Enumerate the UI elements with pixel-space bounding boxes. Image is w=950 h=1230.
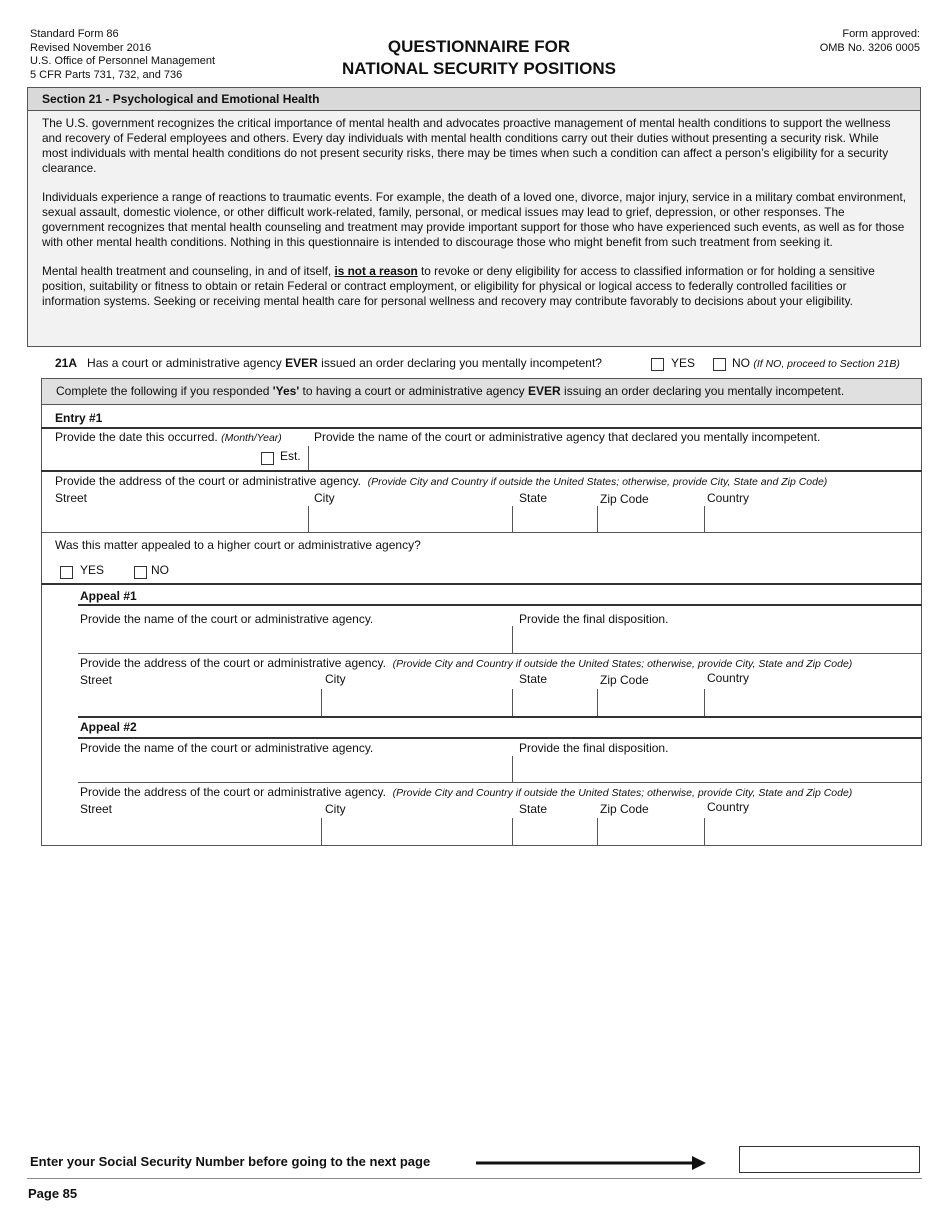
ssn-label: Enter your Social Security Number before going to the next page — [30, 1154, 431, 1169]
form-approval: Form approved: OMB No. 3206 0005 — [819, 28, 920, 54]
entry-title: Entry #1 — [55, 411, 103, 425]
instruction-band: Complete the following if you responded 'Yes' to having a court or administrative agency EVER issuing an order declaring you mentally incompetent. — [41, 378, 922, 405]
court-name-input[interactable] — [310, 446, 920, 469]
appeal-2-country-label: Country — [707, 800, 750, 814]
form-title: QUESTIONNAIRE FOR NATIONAL SECURITY POSITIONS — [342, 37, 616, 78]
appeal-question: Was this matter appealed to a higher court or administrative agency? — [55, 538, 421, 552]
question-21a: 21A Has a court or administrative agency EVER issued an order declaring you mentally incompetent? — [55, 356, 602, 370]
q21a-yes-label: YES — [671, 356, 696, 370]
appeal-1-title: Appeal #1 — [80, 589, 137, 603]
ssn-input[interactable] — [739, 1146, 920, 1173]
appeal-2-city-label: City — [325, 802, 346, 816]
appeal-2-city-input[interactable] — [323, 819, 510, 844]
appeal-2-name-label: Provide the name of the court or administrative agency. — [80, 741, 374, 755]
appeal-1-zip-input[interactable] — [599, 690, 702, 715]
section-title: Section 21 - Psychological and Emotional Health — [28, 88, 920, 111]
appeal-1-name-input[interactable] — [80, 628, 510, 652]
appeal-1-country-label: Country — [707, 671, 750, 685]
street-input[interactable] — [55, 507, 305, 531]
arrow-right-icon — [476, 1155, 708, 1178]
intro-paragraph-1: The U.S. government recognizes the critical importance of mental health and advocates proactive management of mental health conditions to support the wellness and recovery of Federal employees and others. Every day individuals with mental health conditions carry out their duties without presenting a security risk. While most individuals with mental health conditions do not present security risks, there may be times when such a condition can affect a person’s eligibility for a security clearance. — [42, 116, 891, 175]
form-cfr: 5 CFR Parts 731, 732, and 736 — [30, 68, 183, 81]
zip-input[interactable] — [599, 507, 702, 531]
appeal-no-label: NO — [151, 563, 169, 577]
appeal-1-city-label: City — [325, 672, 346, 686]
form-agency: U.S. Office of Personnel Management — [30, 55, 216, 67]
appeal-2-disposition-input[interactable] — [514, 757, 919, 781]
appeal-yes-checkbox[interactable] — [60, 564, 73, 582]
appeal-1-name-label: Provide the name of the court or administrative agency. — [80, 612, 374, 626]
appeal-2-zip-input[interactable] — [599, 819, 702, 844]
appeal-2-country-input[interactable] — [706, 819, 919, 844]
appeal-yes-label: YES — [80, 563, 105, 577]
state-input[interactable] — [514, 507, 595, 531]
appeal-2-state-label: State — [519, 802, 548, 816]
country-input[interactable] — [706, 507, 919, 531]
form-revision: Revised November 2016 — [30, 41, 152, 54]
date-label: Provide the date this occurred. (Month/Year) — [55, 430, 282, 444]
appeal-2-street-input[interactable] — [80, 819, 318, 844]
appeal-2-zip-label: Zip Code — [600, 802, 649, 816]
address-label: Provide the address of the court or administrative agency. (Provide City and Country if outside the United States; otherwise, provide City, State and Zip Code) — [55, 474, 828, 488]
appeal-2-title: Appeal #2 — [80, 720, 137, 734]
section-21-intro — [27, 87, 921, 347]
street-label: Street — [55, 491, 88, 505]
appeal-1-city-input[interactable] — [323, 690, 510, 715]
appeal-1-street-label: Street — [80, 673, 113, 687]
appeal-1-disposition-label: Provide the final disposition. — [519, 612, 669, 626]
appeal-2-name-input[interactable] — [80, 757, 510, 781]
appeal-1-state-input[interactable] — [514, 690, 595, 715]
appeal-1-street-input[interactable] — [80, 690, 318, 715]
appeal-1-state-label: State — [519, 672, 548, 686]
appeal-no-checkbox[interactable] — [134, 564, 147, 582]
appeal-2-state-input[interactable] — [514, 819, 595, 844]
q21a-no-label: NO (If NO, proceed to Section 21B) — [732, 356, 900, 370]
appeal-1-zip-label: Zip Code — [600, 673, 649, 687]
appeal-2-address-label: Provide the address of the court or administrative agency. (Provide City and Country if outside the United States; otherwise, provide City, State and Zip Code) — [80, 785, 853, 799]
q21a-no-checkbox[interactable] — [713, 356, 726, 374]
q21a-yes-checkbox[interactable] — [651, 356, 664, 374]
city-label: City — [314, 491, 335, 505]
intro-paragraph-2: Individuals experience a range of reactions to traumatic events. For example, the death of a loved one, divorce, major injury, service in a military combat environment, sexual assault, domestic violence, or other difficult work-related, family, personal, or medical issues may lead to grief, depression, or other responses. The government recognizes that mental health counseling and treatment may provide important support for those who have experienced such events, as well as for those with other mental health conditions. Nothing in this questionnaire is intended to discourage those who might benefit from such treatment from seeking it. — [42, 190, 907, 249]
appeal-1-disposition-input[interactable] — [514, 628, 919, 652]
est-label: Est. — [280, 449, 301, 463]
appeal-1-country-input[interactable] — [706, 690, 919, 715]
appeal-2-street-label: Street — [80, 802, 113, 816]
question-number: 21A — [55, 356, 78, 370]
court-name-label: Provide the name of the court or administrative agency that declared you mentally incompetent. — [314, 430, 821, 444]
city-input[interactable] — [310, 507, 510, 531]
zip-label: Zip Code — [600, 492, 649, 506]
form-number: Standard Form 86 — [30, 28, 119, 40]
date-estimated-checkbox[interactable] — [261, 450, 274, 468]
page-number: Page 85 — [28, 1186, 78, 1201]
appeal-2-disposition-label: Provide the final disposition. — [519, 741, 669, 755]
state-label: State — [519, 491, 548, 505]
country-label: Country — [707, 491, 750, 505]
appeal-1-address-label: Provide the address of the court or administrative agency. (Provide City and Country if outside the United States; otherwise, provide City, State and Zip Code) — [80, 656, 853, 670]
intro-paragraph-3: Mental health treatment and counseling, in and of itself, is not a reason to revoke or deny eligibility for access to classified information or for holding a sensitive position, suitability or fitness to obtain or retain Federal or contract employment, or eligibility for physical or logical access to federally controlled facilities or information systems. Seeking or receiving mental health care for personal wellness and recovery may contribute favorably to decisions about your eligibility. — [42, 264, 875, 308]
